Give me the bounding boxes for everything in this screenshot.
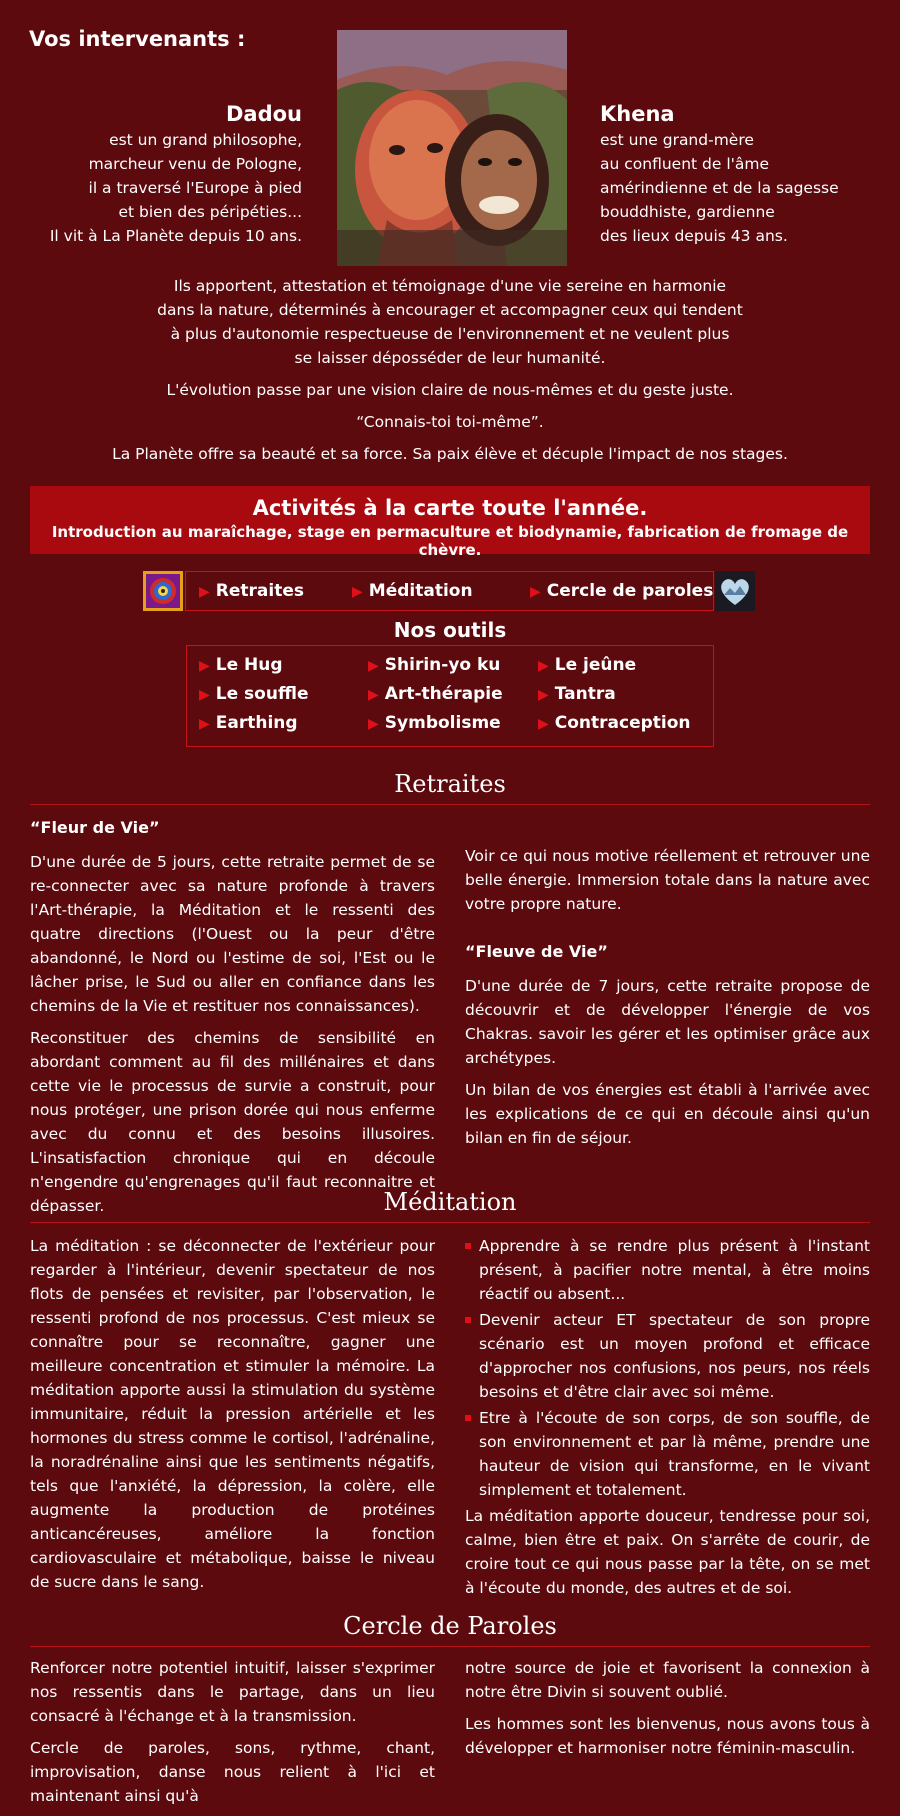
section-title-cercle: Cercle de Paroles — [343, 1612, 557, 1640]
paragraph: notre source de joie et favorisent la connexion à notre être Divin si souvent oublié. — [465, 1659, 870, 1701]
retraites-column-right — [465, 844, 870, 1158]
paragraph: Les hommes sont les bienvenus, nous avons tous à développer et harmoniser notre féminin-masculin. — [465, 1715, 870, 1757]
arrow-right-icon: ▶ — [530, 584, 541, 600]
bio-line: il a traversé l'Europe à pied — [88, 179, 302, 197]
intro-line: dans la nature, déterminés à encourager et accompagner ceux qui tendent — [157, 301, 743, 319]
arrow-right-icon: ▶ — [199, 658, 210, 674]
tool-link-symbolisme[interactable]: ▶ Symbolisme — [368, 713, 501, 733]
paragraph: Voir ce qui nous motive réellement et retrouver une belle énergie. Immersion totale dans la nature avec votre propre nature. — [465, 847, 870, 913]
tool-link-hug[interactable]: ▶ Le Hug — [199, 655, 283, 675]
tool-link-contraception[interactable]: ▶ Contraception — [538, 713, 691, 733]
tool-link-jeune[interactable]: ▶ Le jeûne — [538, 655, 637, 675]
intro-line: à plus d'autonomie respectueuse de l'environnement et ne veulent plus — [170, 325, 730, 343]
section-divider — [30, 804, 870, 805]
meditation-column-right — [465, 1234, 870, 1608]
section-divider — [30, 1222, 870, 1223]
arrow-right-icon: ▶ — [538, 658, 549, 674]
speaker-bio-right — [600, 100, 890, 248]
subheading-fleuve-de-vie: “Fleuve de Vie” — [465, 942, 608, 961]
list-item: Apprendre à se rendre plus présent à l'instant présent, à pacifier notre mental, à être moins réactif ou absent... — [465, 1234, 870, 1306]
mandala-icon[interactable] — [143, 571, 183, 611]
tools-grid — [186, 645, 714, 747]
intro-quote: “Connais-toi toi-même”. — [356, 413, 544, 431]
bio-line: Il vit à La Planète depuis 10 ans. — [49, 227, 302, 245]
banner-title: Activités à la carte toute l'année. — [252, 496, 648, 520]
tool-link-art-therapie[interactable]: ▶ Art-thérapie — [368, 684, 503, 704]
paragraph: Un bilan de vos énergies est établi à l'arrivée avec les explications de ce qui en découle ainsi qu'un bilan en fin de séjour. — [465, 1081, 870, 1147]
paragraph: La méditation : se déconnecter de l'extérieur pour regarder à l'intérieur, devenir spectateur de nos flots de pensées et revisiter, par l'observation, le ressenti profond de nos processus. C'est mieux se connaître pour se reconnaître, gagner une meilleure concentration et stimuler la mémoire. La méditation apporte aussi la stimulation du système immunitaire, réduit la pression artérielle et les hormones du stress comme le cortisol, l'adrénaline, la noradrénaline ainsi que les sentiments négatifs, tels que l'anxiété, la dépression, la colère, elle augmente la production de protéines anticancéreuses, améliore la fonction cardiovasculaire et métabolique, baisse le niveau de sucre dans le sang. — [30, 1237, 435, 1591]
banner-subtitle: Introduction au maraîchage, stage en permaculture et biodynamie, fabrication de fromage de chèvre. — [51, 523, 849, 559]
section-title-retraites: Retraites — [394, 770, 506, 798]
speaker-name-right: Khena — [600, 102, 675, 126]
intro-line: se laisser déposséder de leur humanité. — [294, 349, 606, 367]
activities-nav — [185, 571, 714, 611]
bio-line: au confluent de l'âme — [600, 155, 770, 173]
tool-link-shirin-yoku[interactable]: ▶ Shirin-yo ku — [368, 655, 501, 675]
paragraph: D'une durée de 5 jours, cette retraite permet de se re-connecter avec sa nature profonde à travers l'Art-thérapie, la Méditation et le ressenti des quatre directions (l'Ouest ou la peur d'être abandonné, le Nord ou l'estime de soi, l'Est ou le lâcher prise, le Sud ou aller en confiance dans les chemins de la Vie et restituer nos connaissances). — [30, 853, 435, 1015]
meditation-column-left — [30, 1234, 435, 1602]
arrow-right-icon: ▶ — [199, 687, 210, 703]
list-item: Devenir acteur ET spectateur de son propre scénario est un moyen profond et efficace d'approcher nos confusions, nos peurs, nos réels besoins et d'être clair avec soi même. — [465, 1308, 870, 1404]
heart-landscape-icon[interactable] — [715, 571, 755, 611]
tool-link-earthing[interactable]: ▶ Earthing — [199, 713, 298, 733]
arrow-right-icon: ▶ — [368, 658, 379, 674]
paragraph: Renforcer notre potentiel intuitif, laisser s'exprimer nos ressentis dans le partage, dans un lieu consacré à l'échange et à la transmission. — [30, 1659, 435, 1725]
bio-line: est un grand philosophe, — [109, 131, 302, 149]
bio-line: marcheur venu de Pologne, — [88, 155, 302, 173]
arrow-right-icon: ▶ — [538, 687, 549, 703]
bio-line: et bien des péripéties... — [118, 203, 302, 221]
speaker-name-left: Dadou — [225, 102, 302, 126]
arrow-right-icon: ▶ — [199, 584, 210, 600]
tools-title: Nos outils — [393, 618, 507, 642]
arrow-right-icon: ▶ — [199, 716, 210, 732]
bio-line: est une grand-mère — [600, 131, 754, 149]
bio-line: bouddhiste, gardienne — [600, 203, 775, 221]
speakers-photo — [337, 30, 567, 266]
list-item: Etre à l'écoute de son corps, de son souffle, de son environnement et par là même, prendre une hauteur de vision qui transforme, en le vivant simplement et totalement. — [465, 1406, 870, 1502]
section-title-intervenants: Vos intervenants : — [29, 27, 246, 51]
nav-link-retraites[interactable]: ▶ Retraites — [199, 581, 304, 601]
arrow-right-icon: ▶ — [368, 687, 379, 703]
paragraph: Cercle de paroles, sons, rythme, chant, improvisation, danse nous relient à l'ici et maintenant ainsi qu'à — [30, 1739, 435, 1805]
paragraph: Reconstituer des chemins de sensibilité en abordant comment au fil des millénaires et dans cette vie le processus de survie a construit, pour nous protéger, une prison dorée qui nous enferme avec du connu et des besoins illusoires. L'insatisfaction chronique qui en découle n'engendre qu'engrenages qu'il faut reconnaitre et dépasser. — [30, 1029, 435, 1215]
nav-link-cercle[interactable]: ▶ Cercle de paroles — [530, 581, 714, 601]
retraites-column-left — [30, 816, 435, 1226]
intro-paragraph: La Planète offre sa beauté et sa force. Sa paix élève et décuple l'impact de nos stages. — [112, 445, 788, 463]
activities-banner — [30, 486, 870, 559]
paragraph: La méditation apporte douceur, tendresse pour soi, calme, bien être et paix. On s'arrête de courir, de croire tout ce qui nous passe par la tête, on se met à l'écoute du monde, des autres et de soi. — [465, 1507, 870, 1597]
nav-link-meditation[interactable]: ▶ Méditation — [352, 581, 473, 601]
cercle-column-right — [465, 1656, 870, 1768]
cercle-column-left — [30, 1656, 435, 1816]
tool-link-souffle[interactable]: ▶ Le souffle — [199, 684, 309, 704]
arrow-right-icon: ▶ — [352, 584, 363, 600]
intro-paragraph: L'évolution passe par une vision claire de nous-mêmes et du geste juste. — [166, 381, 734, 399]
speaker-bio-left — [20, 100, 302, 248]
tool-link-tantra[interactable]: ▶ Tantra — [538, 684, 616, 704]
arrow-right-icon: ▶ — [538, 716, 549, 732]
section-divider — [30, 1646, 870, 1647]
section-title-meditation: Méditation — [383, 1188, 517, 1216]
paragraph: D'une durée de 7 jours, cette retraite propose de découvrir et de développer l'énergie de vos Chakras. savoir les gérer et les optimiser grâce aux archétypes. — [465, 977, 870, 1067]
intro-text — [30, 274, 870, 474]
intro-line: Ils apportent, attestation et témoignage d'une vie sereine en harmonie — [173, 277, 727, 295]
arrow-right-icon: ▶ — [368, 716, 379, 732]
subheading-fleur-de-vie: “Fleur de Vie” — [30, 818, 160, 837]
bio-line: amérindienne et de la sagesse — [600, 179, 839, 197]
intro-paragraph — [30, 274, 870, 370]
bio-line: des lieux depuis 43 ans. — [600, 227, 788, 245]
